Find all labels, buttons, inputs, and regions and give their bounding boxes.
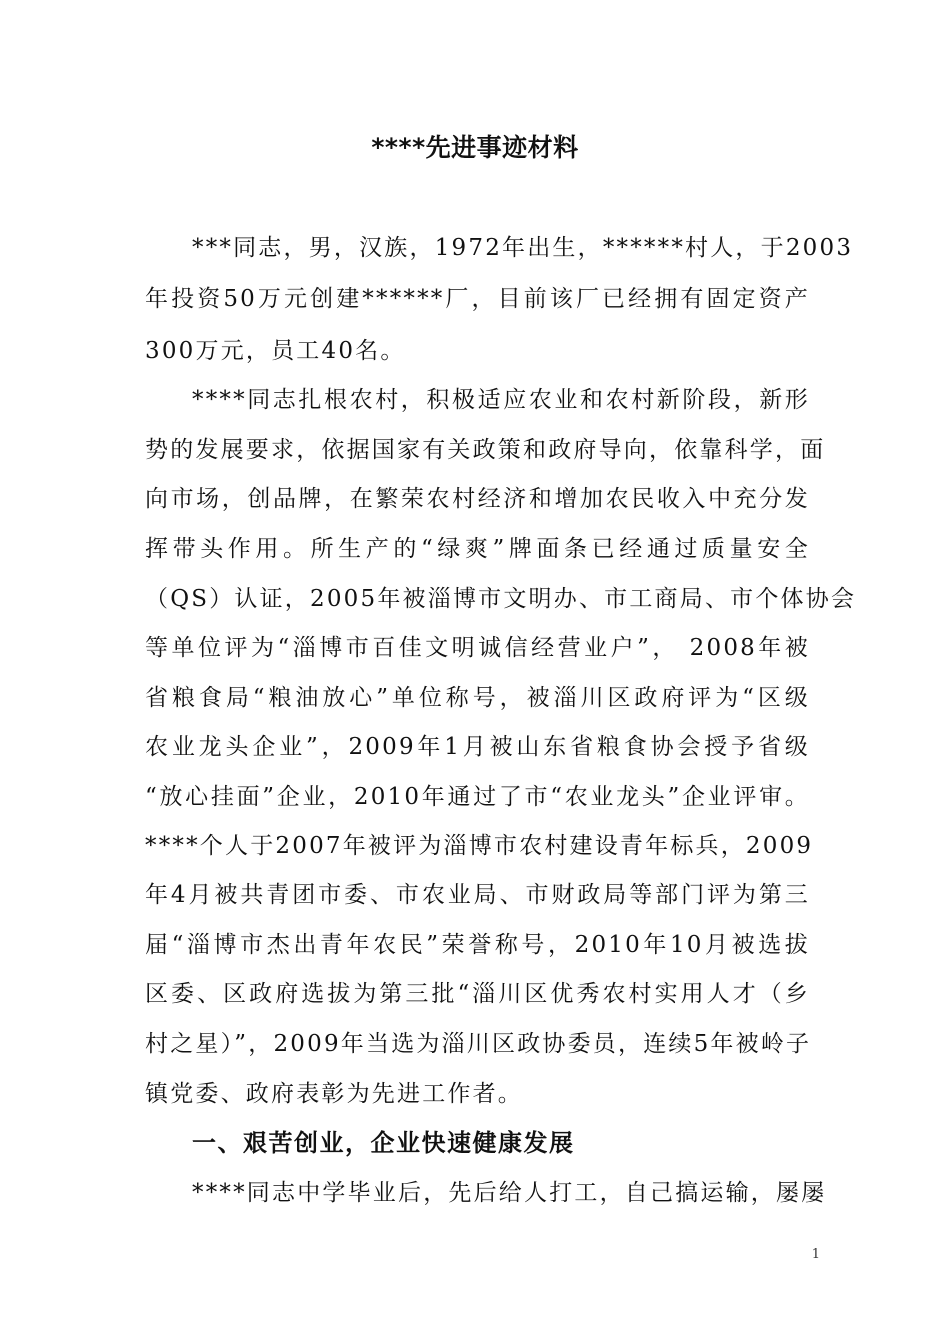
paragraph-2-line-8: 农业龙头企业”，2009年1月被山东省粮食协会授予省级 (145, 734, 810, 760)
paragraph-2-line-5: （QS）认证，2005年被淄博市文明办、市工商局、市个体协会 (145, 586, 857, 612)
document-title: ****先进事迹材料 (371, 133, 579, 162)
paragraph-2-line-9: “放心挂面”企业，2010年通过了市“农业龙头”企业评审。 (145, 784, 810, 810)
paragraph-1-line-2: 年投资50万元创建******厂，目前该厂已经拥有固定资产 (145, 286, 810, 312)
paragraph-2-line-1: ****同志扎根农村，积极适应农业和农村新阶段，新形 (192, 387, 810, 413)
paragraph-2-line-11: 年4月被共青团市委、市农业局、市财政局等部门评为第三 (145, 882, 810, 908)
paragraph-2-line-7: 省粮食局“粮油放心”单位称号，被淄川区政府评为“区级 (145, 685, 810, 711)
paragraph-2-line-4: 挥带头作用。所生产的“绿爽”牌面条已经通过质量安全 (145, 536, 810, 562)
paragraph-2-line-15: 镇党委、政府表彰为先进工作者。 (145, 1081, 523, 1107)
paragraph-2-line-3: 向市场，创品牌，在繁荣农村经济和增加农民收入中充分发 (145, 486, 810, 512)
paragraph-1-line-1: ***同志，男，汉族，1972年出生，******村人，于2003 (192, 235, 854, 261)
page-number: 1 (811, 1247, 820, 1262)
paragraph-2-line-10: ****个人于2007年被评为淄博市农村建设青年标兵，2009 (145, 833, 814, 859)
section-paragraph-line-1: ****同志中学毕业后，先后给人打工，自己搞运输，屡屡 (192, 1180, 827, 1206)
paragraph-2-line-2: 势的发展要求，依据国家有关政策和政府导向，依靠科学，面 (145, 437, 826, 463)
paragraph-2-line-14: 村之星）”，2009年当选为淄川区政协委员，连续5年被岭子 (145, 1031, 812, 1057)
paragraph-2-line-6: 等单位评为“淄博市百佳文明诚信经营业户”， 2008年被 (145, 635, 810, 661)
paragraph-2-line-12: 届“淄博市杰出青年农民”荣誉称号，2010年10月被选拔 (145, 932, 810, 958)
paragraph-2-line-13: 区委、区政府选拔为第三批“淄川区优秀农村实用人才（乡 (145, 981, 810, 1007)
paragraph-1-line-3: 300万元，员工40名。 (145, 338, 406, 364)
section-heading: 一、艰苦创业，企业快速健康发展 (192, 1129, 575, 1157)
